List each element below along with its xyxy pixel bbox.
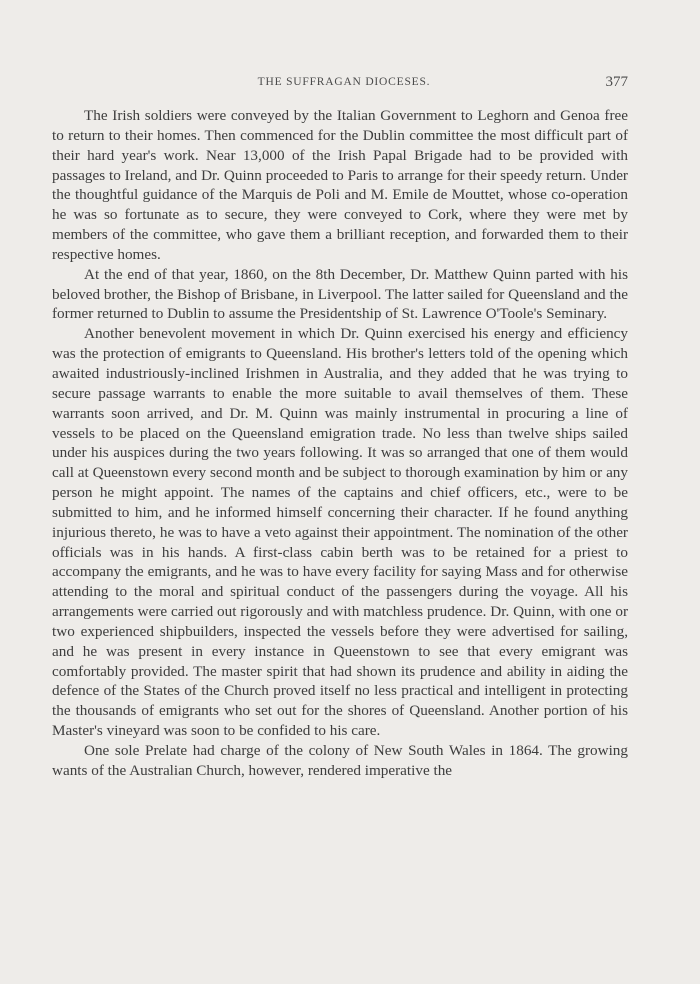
page-number: 377 bbox=[605, 74, 628, 90]
paragraph: One sole Prelate had charge of the colony of New South Wales in 1864. The growing wants of the Australian Church, however, rendered imperative the bbox=[52, 742, 628, 779]
running-head: THE SUFFRAGAN DIOCESES. bbox=[257, 76, 431, 88]
paragraph: At the end of that year, 1860, on the 8th December, Dr. Matthew Quinn parted with his beloved brother, the Bishop of Brisbane, in Liverpool. The latter sailed for Queensland and the former returned to Dublin to assume the Presidentship of St. Lawrence O'Toole's Seminary. bbox=[52, 265, 628, 323]
page-header bbox=[52, 74, 636, 96]
body-text bbox=[52, 106, 628, 781]
paragraph: Another benevolent movement in which Dr. Quinn exercised his energy and efficiency was the protection of emigrants to Queensland. His brother's letters told of the opening which awaited industriously-inclined Irishmen in Australia, and they added that he was trying to secure passage warrants to enable the more suitable to avail themselves of them. These warrants soon arrived, and Dr. M. Quinn was mainly instrumental in procuring a line of vessels to be placed on the Queensland emigration trade. No less than twelve ships sailed under his auspices during the two years following. It was so arranged that one of them would call at Queenstown every second month and be subject to thorough examination by him or any person he might appoint. The names of the captains and chief officers, etc., were to be submitted to him, and he informed himself concerning their character. If he found anything injurious thereto, he was to have a veto against their appointment. The nomination of the other officials was in his hands. A first-class cabin berth was to be retained for a priest to accompany the emigrants, and he was to have every facility for saying Mass and for otherwise attending to the moral and spiritual conduct of the passengers during the voyage. All his arrangements were carried out rigorously and with matchless prudence. Dr. Quinn, with one or two experienced shipbuilders, inspected the vessels before they were advertised for sailing, and he was present in every instance in Queenstown to see that every emigrant was comfortably provided. The master spirit that had shown its prudence and ability in aiding the defence of the States of the Church proved itself no less practical and intelligent in protecting the thousands of emigrants who set out for the shores of Queensland. Another portion of his Master's vineyard was soon to be confided to his care. bbox=[52, 325, 628, 740]
paragraph: The Irish soldiers were conveyed by the Italian Government to Leghorn and Genoa free to return to their homes. Then commenced for the Dublin committee the most difficult part of their hard year's work. Near 13,000 of the Irish Papal Brigade had to be provided with passages to Ireland, and Dr. Quinn proceeded to Paris to arrange for their speedy return. Under the thoughtful guidance of the Marquis de Poli and M. Emile de Mouttet, whose co-operation he was so fortunate as to secure, they were conveyed to Cork, where they were met by members of the committee, who gave them a brilliant reception, and forwarded them to their respective homes. bbox=[52, 107, 628, 263]
